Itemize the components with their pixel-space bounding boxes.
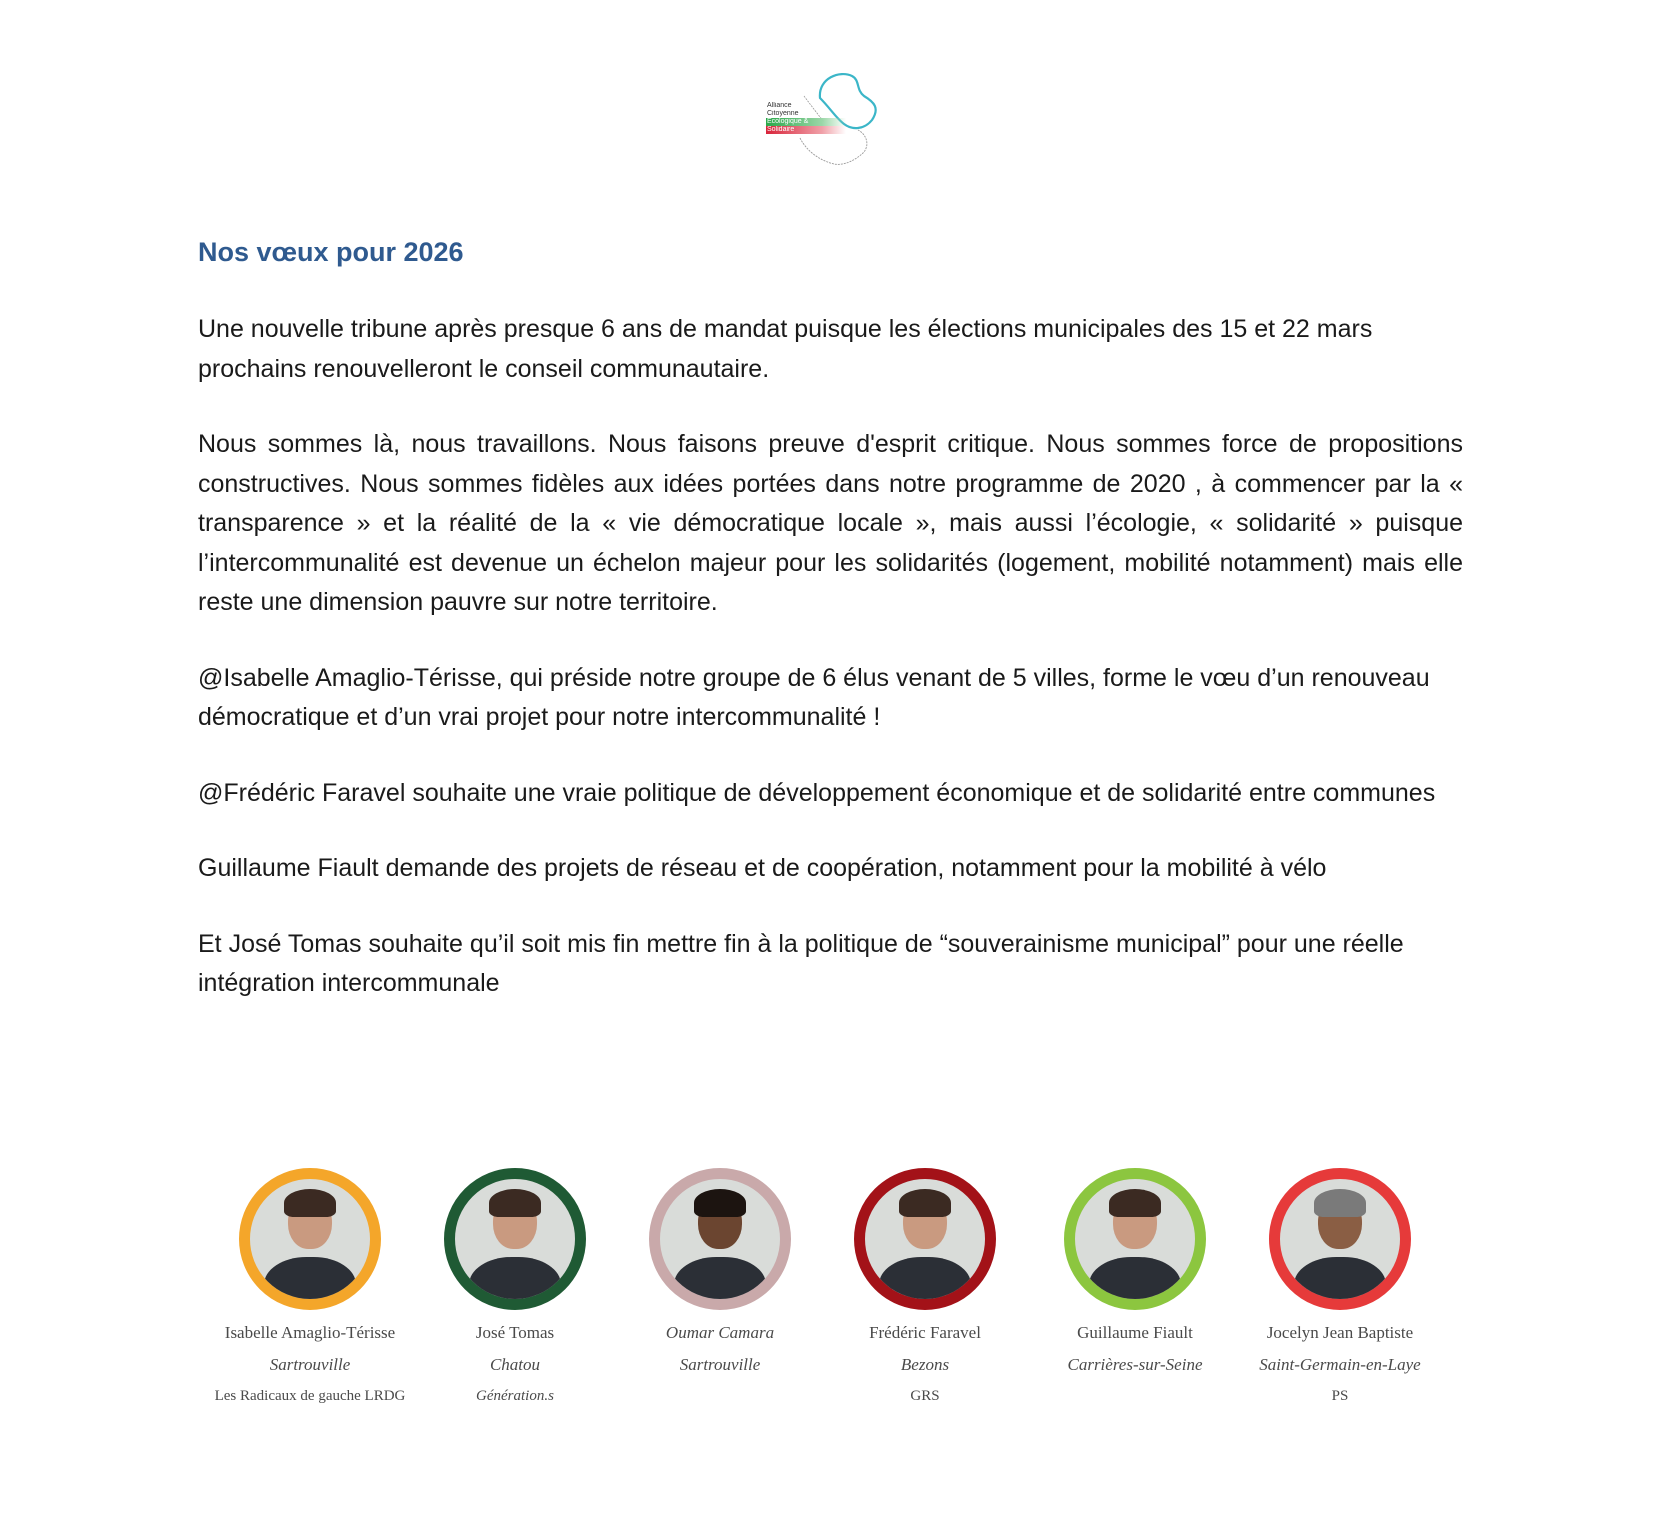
logo-text-line: Solidaire bbox=[766, 126, 846, 134]
member-card bbox=[825, 1168, 1025, 1404]
paragraph: Guillaume Fiault demande des projets de réseau et de coopération, notamment pour la mobilité à vélo bbox=[198, 854, 1327, 882]
paragraph: Une nouvelle tribune après presque 6 ans de mandat puisque les élections municipales des 15 et 22 mars prochains renouvelleront le conseil communautaire. bbox=[198, 315, 1373, 383]
avatar bbox=[1064, 1168, 1206, 1310]
member-party: GRS bbox=[910, 1388, 940, 1404]
page-title: Nos vœux pour 2026 bbox=[198, 237, 464, 267]
avatar bbox=[444, 1168, 586, 1310]
member-city: Bezons bbox=[900, 1355, 950, 1374]
logo bbox=[760, 68, 900, 170]
logo-text-line: Alliance bbox=[767, 102, 792, 109]
member-city: Carrières-sur-Seine bbox=[1067, 1355, 1203, 1374]
member-name: Guillaume Fiault bbox=[1077, 1323, 1193, 1342]
member-city: Sartrouville bbox=[679, 1355, 761, 1374]
avatar bbox=[854, 1168, 996, 1310]
member-name: José Tomas bbox=[475, 1323, 555, 1342]
member-name: Oumar Camara bbox=[665, 1323, 775, 1342]
member-card bbox=[620, 1168, 820, 1388]
member-name: Jocelyn Jean Baptiste bbox=[1266, 1323, 1414, 1342]
avatar bbox=[649, 1168, 791, 1310]
member-city: Sartrouville bbox=[269, 1355, 351, 1374]
paragraph: @Isabelle Amaglio-Térisse, qui préside notre groupe de 6 élus venant de 5 villes, forme le vœu d’un renouveau démocratique et d’un vrai projet pour notre intercommunalité ! bbox=[198, 663, 1430, 731]
member-city: Saint-Germain-en-Laye bbox=[1259, 1355, 1421, 1374]
member-card bbox=[415, 1168, 615, 1404]
logo-text-line: Écologique & bbox=[766, 118, 846, 126]
paragraph: Nous sommes là, nous travaillons. Nous faisons preuve d'esprit critique. Nous sommes force de propositions constructives. Nous sommes fidèles aux idées portées dans notre programme de 2020 , à commencer par la « transparence » et la réalité de la « vie démocratique locale », mais aussi l’écologie, « solidarité » puisque l’intercommunalité est devenue un échelon majeur pour les solidarités (logement, mobilité notamment) mais elle reste une dimension pauvre sur notre territoire. bbox=[198, 430, 1463, 616]
member-party: PS bbox=[1331, 1388, 1349, 1404]
member-name: Isabelle Amaglio-Térisse bbox=[224, 1323, 396, 1342]
member-party: Les Radicaux de gauche LRDG bbox=[214, 1388, 406, 1404]
paragraph: @Frédéric Faravel souhaite une vraie politique de développement économique et de solidarité entre communes bbox=[198, 778, 1436, 807]
member-card bbox=[1240, 1168, 1440, 1404]
member-city: Chatou bbox=[489, 1355, 541, 1374]
member-name: Frédéric Faravel bbox=[869, 1323, 981, 1342]
article-body bbox=[198, 228, 1463, 1004]
avatar bbox=[239, 1168, 381, 1310]
members-row bbox=[210, 1168, 1440, 1468]
avatar bbox=[1269, 1168, 1411, 1310]
paragraph: Et José Tomas souhaite qu’il soit mis fin mettre fin à la politique de “souverainisme municipal” pour une réelle intégration intercommunale bbox=[198, 929, 1404, 997]
member-card bbox=[210, 1168, 410, 1404]
member-party: Génération.s bbox=[476, 1388, 554, 1404]
member-card bbox=[1035, 1168, 1235, 1388]
logo-text-line: Citoyenne bbox=[767, 110, 799, 117]
